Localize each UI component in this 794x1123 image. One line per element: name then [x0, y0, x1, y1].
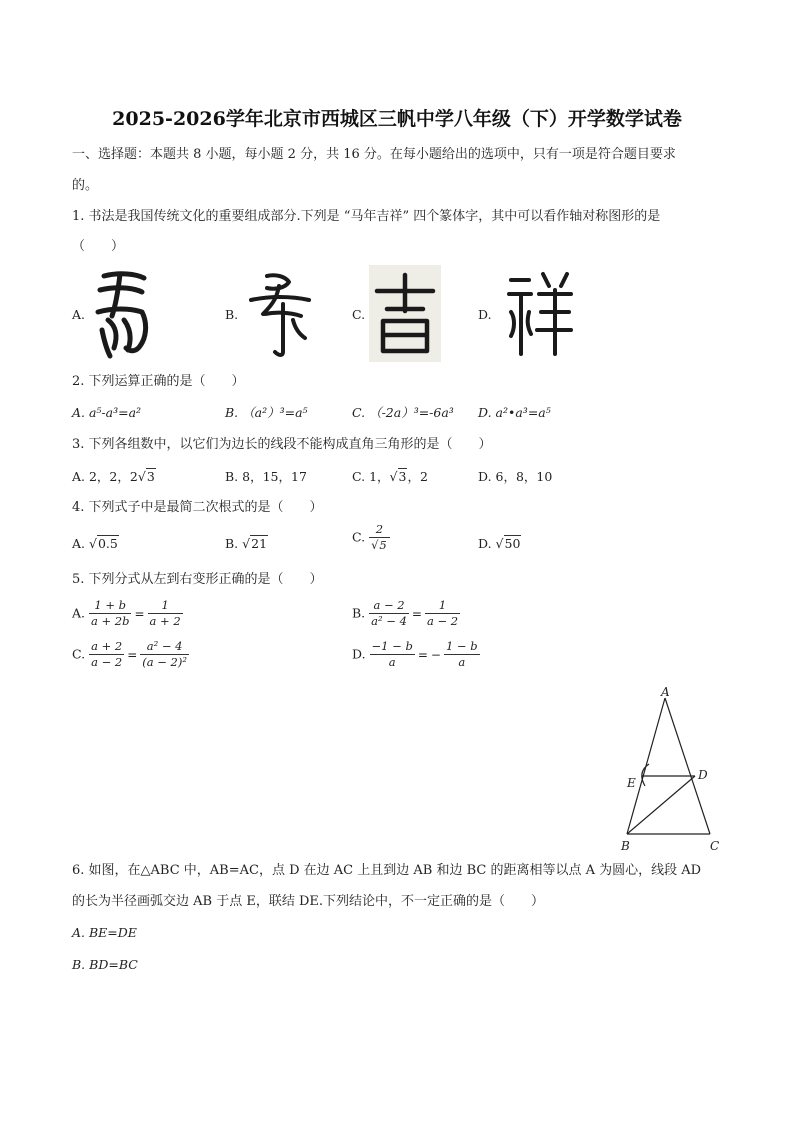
vertex-label-d: D [698, 768, 708, 782]
q2-stem: 2. 下列运算正确的是（ ） [72, 374, 245, 389]
q5-option-d-left-fraction [370, 639, 415, 670]
q4-option-a [72, 535, 119, 553]
q3-option-b: B. 8，15，17 [225, 469, 307, 484]
q5-option-b-right-fraction [425, 598, 460, 629]
q5-option-a-right-fraction [148, 598, 183, 629]
denominator: a − 2 [91, 655, 123, 669]
q5-option-a-left-fraction [89, 598, 131, 629]
q5-option-b [352, 598, 460, 629]
q4-option-b-label: B. [225, 536, 239, 551]
vertex-label-e: E [627, 776, 636, 790]
segment-ac [665, 698, 710, 834]
numerator: a + 2 [91, 639, 123, 653]
denominator: a² − 4 [371, 614, 407, 628]
denominator: a + 2 [149, 614, 181, 628]
sqrt-symbol: √ [89, 536, 97, 551]
q1-option-c-label: C. [352, 307, 366, 322]
q5-option-b-label: B. [352, 605, 366, 621]
q4-option-c [352, 522, 390, 553]
q4-option-a-label: A. [72, 536, 86, 551]
q1-option-d-label: D. [478, 307, 492, 322]
numerator: 1 − b [445, 639, 478, 653]
q6-stem-line1: 6. 如图，在△ABC 中，AB=AC，点 D 在边 AC 上且到边 AB 和边 BC 的距离相等以点 A 为圆心，线段 AD [72, 863, 702, 878]
q4-stem: 4. 下列式子中是最简二次根式的是（ ） [72, 500, 323, 515]
q4-option-c-denominator [369, 538, 390, 553]
vertex-label-b: B [621, 839, 630, 853]
q4-option-a-radicand: 0.5 [97, 536, 118, 551]
denominator: a [458, 655, 466, 669]
q3-option-c-radicand: 3 [398, 469, 407, 484]
vertex-label-c: C [710, 839, 720, 853]
q5-option-c [72, 639, 189, 670]
q2-option-a: A. a⁵-a³=a² [72, 405, 142, 420]
q2-option-c: C. （-2a）³=-6a³ [352, 405, 454, 420]
sqrt-symbol: √ [389, 469, 398, 484]
q3-option-d: D. 6，8，10 [478, 469, 553, 484]
seal-glyph-xiang-image [505, 268, 573, 358]
q4-option-c-fraction [369, 522, 390, 553]
q4-option-c-label: C. [352, 529, 366, 545]
q1-stem-line2: （ ） [72, 239, 125, 254]
section-heading-line1: 一、选择题：本题共 8 小题，每小题 2 分，共 16 分。在每小题给出的选项中，只有一项是符合题目要求 [72, 147, 676, 162]
sqrt-symbol: √ [137, 469, 146, 484]
denominator: a [388, 655, 396, 669]
q5-stem: 5. 下列分式从左到右变形正确的是（ ） [72, 572, 323, 587]
q3-option-c-tail: ，2 [407, 469, 428, 484]
sqrt-symbol: √ [242, 536, 251, 551]
q5-option-c-right-fraction [140, 639, 189, 670]
denominator: a + 2b [91, 614, 130, 628]
q5-option-d-label: D. [352, 646, 366, 662]
numerator: a − 2 [369, 598, 409, 614]
q5-option-b-left-fraction [369, 598, 409, 629]
vertex-label-a: A [661, 685, 670, 699]
numerator: 1 + b [89, 598, 131, 614]
q3-option-a-radicand: 3 [146, 469, 155, 484]
equals-sign: = [127, 647, 138, 662]
segment-bd [627, 776, 695, 834]
numerator: a² − 4 [140, 639, 189, 655]
q3-option-c [352, 468, 428, 486]
q1-option-a-label: A. [72, 307, 86, 322]
q2-option-d: D. a²•a³=a⁵ [478, 405, 551, 420]
equals-sign: = [411, 606, 422, 621]
q5-option-a-label: A. [72, 605, 86, 621]
equals-sign: = [134, 606, 145, 621]
q6-option-b: B. BD=BC [72, 957, 138, 972]
denominator: a − 2 [426, 614, 459, 628]
q5-option-a [72, 598, 183, 629]
q4-option-d-label: D. [478, 536, 492, 551]
triangle-figure [615, 684, 725, 854]
numerator: 1 [148, 598, 183, 614]
q4-option-b-radicand: 21 [251, 536, 268, 551]
q3-option-a [72, 468, 156, 486]
q1-option-b-label: B. [225, 307, 239, 322]
q3-option-c-text: C. 1， [352, 469, 390, 484]
q4-option-d-radicand: 50 [504, 536, 521, 551]
seal-glyph-ma-image [90, 268, 152, 360]
numerator: 1 [425, 598, 460, 614]
section-heading-line2: 的。 [72, 178, 99, 193]
q6-stem-line2: 的长为半径画弧交边 AB 于点 E，联结 DE.下列结论中，不一定正确的是（ ） [72, 894, 545, 909]
q3-stem: 3. 下列各组数中，以它们为边长的线段不能构成直角三角形的是（ ） [72, 437, 492, 452]
sqrt-symbol: √ [495, 536, 504, 551]
q1-stem-line1: 1. 书法是我国传统文化的重要组成部分.下列是 “马年吉祥” 四个篆体字，其中可以看作轴对称图形的是 [72, 209, 661, 224]
page-title: 2025-2026学年北京市西城区三帆中学八年级（下）开学数学试卷 [112, 108, 682, 130]
q5-option-d [352, 639, 480, 670]
q5-option-d-right-fraction [444, 639, 480, 670]
numerator: −1 − b [371, 639, 413, 653]
q4-option-c-numerator: 2 [369, 522, 390, 538]
q2-option-b: B. （a²）³=a⁵ [225, 405, 308, 420]
denominator: (a − 2)² [142, 655, 187, 669]
q3-option-a-text: A. 2，2，2 [72, 469, 138, 484]
q4-option-b [225, 535, 268, 553]
q4-option-d [478, 535, 521, 553]
minus-sign: − [430, 647, 441, 662]
q5-option-c-label: C. [72, 646, 86, 662]
q5-option-c-left-fraction [89, 639, 124, 670]
seal-glyph-nian-image [245, 268, 315, 358]
triangle-lines [627, 698, 710, 834]
sqrt-symbol: √ [371, 538, 379, 552]
q6-option-a: A. BE=DE [72, 925, 137, 940]
equals-sign: = [417, 647, 428, 662]
seal-glyph-ji-image [369, 265, 441, 362]
q4-option-c-radicand: 5 [379, 538, 387, 552]
